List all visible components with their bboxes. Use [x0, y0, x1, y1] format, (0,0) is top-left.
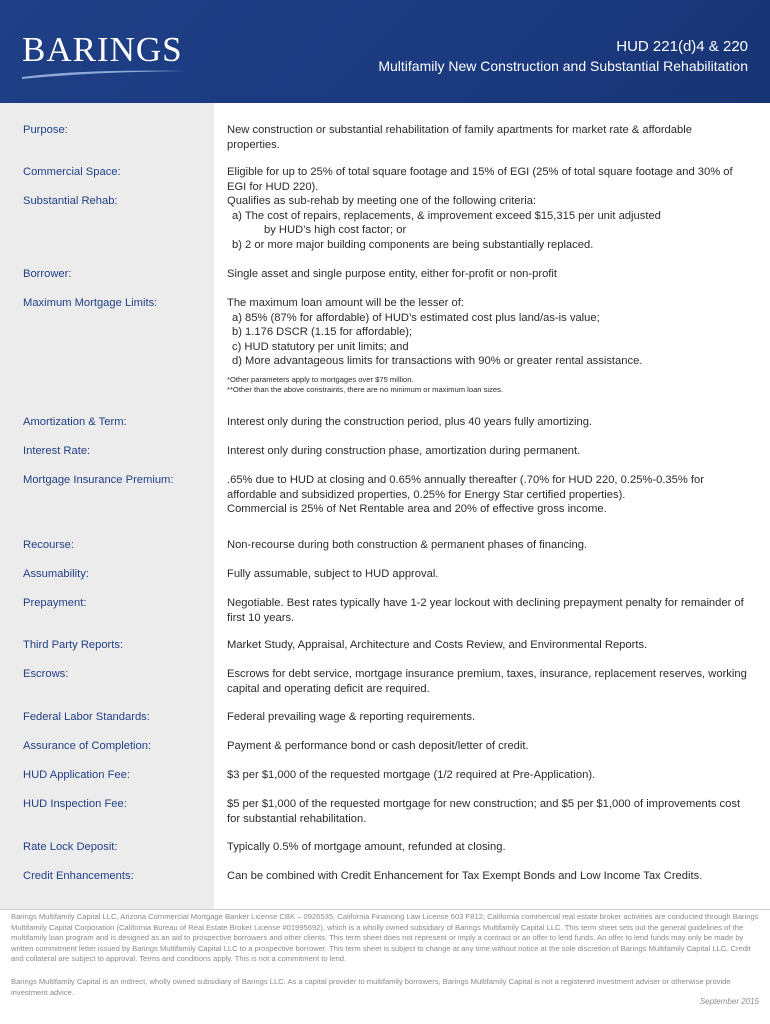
term-value-max-mortgage	[227, 296, 747, 396]
max-mortgage-item-c: c) HUD statutory per unit limits; and	[232, 340, 409, 353]
term-value-borrower: Single asset and single purpose entity, either for-profit or non-profit	[227, 268, 558, 280]
term-label-max-mortgage: Maximum Mortgage Limits:	[23, 297, 158, 309]
term-label-app-fee: HUD Application Fee:	[23, 769, 130, 781]
term-label-substantial-rehab: Substantial Rehab:	[23, 195, 118, 207]
term-value-prepayment: Negotiable. Best rates typically have 1-2 year lockout with declining prepayment penalty for remainder of first 10 years.	[227, 597, 744, 624]
max-mortgage-item-b: b) 1.176 DSCR (1.15 for affordable);	[232, 326, 413, 338]
term-label-borrower: Borrower:	[23, 268, 72, 280]
term-label-mip: Mortgage Insurance Premium:	[23, 474, 174, 486]
substantial-rehab-item-b: b) 2 or more major building components are being substantially replaced.	[232, 238, 594, 251]
document-title: HUD 221(d)4 & 220	[616, 38, 748, 55]
footer-divider	[0, 909, 770, 910]
logo-swoosh-icon	[22, 67, 186, 81]
term-label-recourse: Recourse:	[23, 539, 74, 551]
term-value-purpose: New construction or substantial rehabilitation of family apartments for market rate & affordable properties.	[227, 124, 692, 151]
max-mortgage-intro: The maximum loan amount will be the lesser of:	[227, 297, 464, 309]
term-value-recourse: Non-recourse during both construction & permanent phases of financing.	[227, 539, 588, 551]
term-label-interest-rate: Interest Rate:	[23, 445, 91, 457]
term-label-third-party: Third Party Reports:	[23, 639, 124, 651]
term-label-rate-lock: Rate Lock Deposit:	[23, 841, 118, 853]
term-value-inspection-fee: $5 per $1,000 of the requested mortgage for new construction; and $5 per $1,000 of improvements cost for substantial rehabilitation.	[227, 798, 741, 825]
max-mortgage-item-a: a) 85% (87% for affordable) of HUD’s estimated cost plus land/as-is value;	[232, 311, 600, 324]
substantial-rehab-item-a: a) The cost of repairs, replacements, & improvement exceed $15,315 per unit adjusted	[232, 209, 661, 222]
term-label-credit: Credit Enhancements:	[23, 870, 134, 882]
term-label-commercial-space: Commercial Space:	[23, 166, 121, 178]
document-subtitle: Multifamily New Construction and Substantial Rehabilitation	[378, 58, 748, 74]
max-mortgage-note-1: *Other parameters apply to mortgages over $75 million.	[227, 374, 414, 384]
term-label-prepayment: Prepayment:	[23, 597, 87, 609]
term-value-third-party: Market Study, Appraisal, Architecture and Costs Review, and Environmental Reports.	[227, 639, 648, 651]
barings-logo: BARINGS	[22, 30, 183, 69]
term-label-completion: Assurance of Completion:	[23, 740, 152, 752]
substantial-rehab-item-a-cont: by HUD’s high cost factor; or	[264, 224, 407, 236]
mip-text: .65% due to HUD at closing and 0.65% annually thereafter (.70% for HUD 220, 0.25%-0.35% for affordable and subsidized properties, 0.25% for Energy Star certified properties).	[227, 474, 704, 501]
term-value-commercial-space: Eligible for up to 25% of total square footage and 15% of EGI (25% of total square footage and 30% of EGI for HUD 220).	[227, 166, 733, 193]
footer-disclaimer-ownership: Barings Multifamily Capital is an indirect, wholly owned subsidiary of Barings LLC. As a capital provider to multifamily borrowers, Barings Multifamily Capital is not a registered investment adviser or otherwise provide investment advice.	[11, 977, 731, 997]
label-column-background	[0, 103, 214, 909]
max-mortgage-note-2: **Other than the above constraints, there are no minimum or maximum loan sizes.	[227, 385, 504, 394]
page-header	[0, 0, 770, 103]
max-mortgage-item-d: d) More advantageous limits for transactions with 90% or greater rental assistance.	[232, 355, 643, 367]
term-value-amortization: Interest only during the construction period, plus 40 years fully amortizing.	[227, 416, 593, 428]
term-label-escrows: Escrows:	[23, 668, 69, 680]
mip-commercial-text: Commercial is 25% of Net Rentable area and 20% of effective gross income.	[227, 503, 607, 515]
term-value-escrows: Escrows for debt service, mortgage insurance premium, taxes, insurance, replacement reserves, working capital and operating deficit are required.	[227, 668, 747, 695]
term-value-mip	[227, 473, 747, 517]
term-value-substantial-rehab	[227, 194, 747, 252]
term-value-completion: Payment & performance bond or cash deposit/letter of credit.	[227, 740, 529, 752]
term-value-interest-rate: Interest only during construction phase, amortization during permanent.	[227, 445, 581, 457]
substantial-rehab-intro: Qualifies as sub-rehab by meeting one of the following criteria:	[227, 195, 537, 207]
term-label-amortization: Amortization & Term:	[23, 416, 127, 428]
footer-date: September 2015	[699, 997, 759, 1006]
term-value-labor: Federal prevailing wage & reporting requirements.	[227, 711, 476, 723]
term-label-assumability: Assumability:	[23, 568, 89, 580]
footer-disclaimer: Barings Multifamily Capital LLC, Arizona Commercial Mortgage Banker License CBK – 0926535, California Financing Law License 603 F812; California commercial real estate broker activities are conducted through Barings Multifamily Capital Corporation (California Bureau of Real Estate Broker License #01995692), which is a wholly owned subsidiary of Barings Multifamily Capital LLC. This term sheet sets out the general guidelines of the multifamily loan program and is designed as an aid to prospective borrowers and other clients. This term sheet does not represent or imply a contract or an offer to lend funds. An offer to lend funds may only be made by written commitment letter issued by Barings Multifamily Capital LLC to a prospective borrower. This term sheet is subject to change at any time without notice at the sole discretion of Barings Multifamily Capital LLC. Credit and collateral are subject to approval. Terms and conditions apply. This is not a commitment to lend.	[11, 912, 759, 963]
term-label-purpose: Purpose:	[23, 124, 68, 136]
term-label-labor: Federal Labor Standards:	[23, 711, 150, 723]
term-value-assumability: Fully assumable, subject to HUD approval.	[227, 568, 439, 580]
term-value-app-fee: $3 per $1,000 of the requested mortgage (1/2 required at Pre-Application).	[227, 769, 596, 781]
term-label-inspection-fee: HUD Inspection Fee:	[23, 798, 127, 810]
term-value-rate-lock: Typically 0.5% of mortgage amount, refunded at closing.	[227, 841, 506, 853]
term-value-credit: Can be combined with Credit Enhancement for Tax Exempt Bonds and Low Income Tax Credits.	[227, 870, 703, 882]
